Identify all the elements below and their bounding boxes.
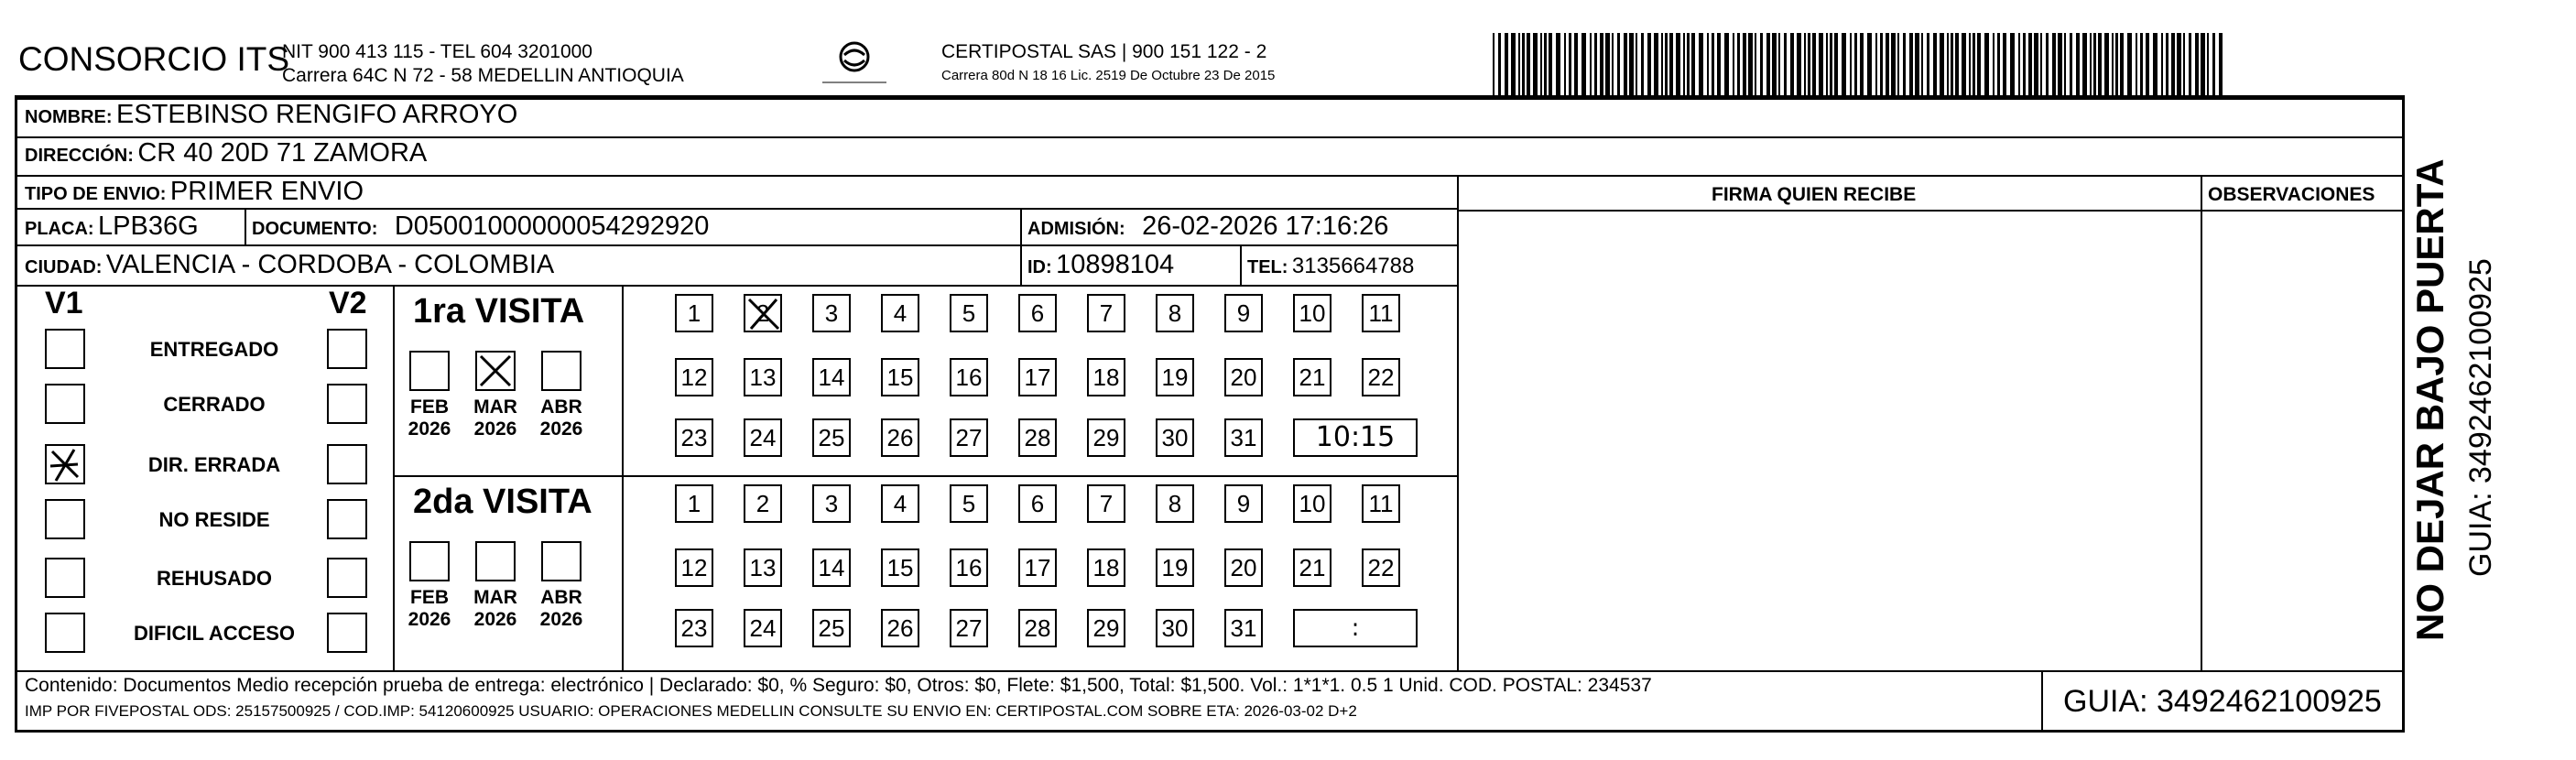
v1-checkbox[interactable]	[45, 329, 85, 369]
day-box[interactable]: 12	[675, 358, 713, 396]
col-line	[1457, 175, 1459, 670]
day-box[interactable]: 26	[881, 418, 919, 457]
footer-line2: IMP POR FIVEPOSTAL ODS: 25157500925 / COD.IMP: 54120600925 USUARIO: OPERACIONES MEDELLIN CONSULTE SU ENVIO EN: CERTIPOSTAL.COM SOBRE ETA: 2026-03-02 D+2	[25, 702, 1357, 720]
barcode-bar	[2212, 33, 2215, 95]
barcode-bar	[1518, 33, 1520, 95]
id-label: ID:	[1027, 257, 1052, 277]
footer-line1: Contenido: Documentos Medio recepción prueba de entrega: electrónico | Declarado: $0, % Seguro: $0, Otros: $0, Flete: $1,500, Total: $1,500. Vol.: 1*1*1. 0.5 1 Unid. COD. POSTAL: 234537	[25, 675, 1652, 696]
id-row	[1027, 250, 1174, 280]
v2-checkbox[interactable]	[327, 613, 367, 653]
col-line	[622, 285, 624, 670]
barcode-bar	[1808, 33, 1810, 95]
barcode-bar	[1973, 33, 1975, 95]
tel-label: TEL:	[1247, 257, 1288, 277]
barcode-bar	[1748, 33, 1753, 95]
barcode-bar	[2136, 33, 2137, 95]
barcode-bar	[1647, 33, 1651, 95]
status-option-label: CERRADO	[163, 393, 266, 416]
barcode-bar	[1737, 33, 1740, 95]
visit-divider	[393, 475, 1457, 477]
month-checkbox[interactable]	[475, 541, 516, 581]
day-box[interactable]: 25	[812, 609, 851, 647]
day-box[interactable]: 2	[744, 484, 782, 523]
barcode-bar	[2153, 33, 2158, 95]
barcode-bar	[1600, 33, 1603, 95]
barcode-bar	[1629, 33, 1634, 95]
barcode-bar	[1826, 33, 1828, 95]
direccion-value: CR 40 20D 71 ZAMORA	[137, 138, 428, 168]
barcode-bar	[1540, 33, 1542, 95]
admision-value: 26-02-2026 17:16:26	[1142, 212, 1389, 241]
barcode-bar	[2028, 33, 2032, 95]
v1-checkbox[interactable]	[45, 558, 85, 598]
day-box[interactable]: 6	[1018, 294, 1057, 332]
v1-checkbox[interactable]	[45, 499, 85, 539]
day-box[interactable]: 13	[744, 358, 782, 396]
day-box[interactable]: 13	[744, 548, 782, 587]
day-box[interactable]: 27	[950, 418, 988, 457]
status-option-label: REHUSADO	[157, 567, 272, 590]
time-box[interactable]: 10:15	[1293, 418, 1418, 457]
barcode-bar	[1940, 33, 1944, 95]
barcode-bar	[2195, 33, 2199, 95]
barcode-bar	[1549, 33, 1552, 95]
direccion-row	[25, 138, 427, 168]
barcode	[1493, 33, 2225, 95]
barcode-bar	[1624, 33, 1627, 95]
day-box[interactable]: 18	[1087, 548, 1125, 587]
barcode-bar	[1993, 33, 1994, 95]
month-checkbox[interactable]	[409, 541, 450, 581]
barcode-bar	[1743, 33, 1746, 95]
documento-row	[252, 212, 709, 242]
day-box[interactable]: 11	[1362, 294, 1400, 332]
barcode-bar	[1969, 33, 1971, 95]
barcode-bar	[1927, 33, 1929, 95]
barcode-bar	[1665, 33, 1668, 95]
firma-label: FIRMA QUIEN RECIBE	[1712, 184, 1917, 205]
day-box[interactable]: 26	[881, 609, 919, 647]
barcode-bar	[2040, 33, 2042, 95]
barcode-bar	[1760, 33, 1763, 95]
barcode-bar	[1909, 33, 1913, 95]
barcode-bar	[1886, 33, 1889, 95]
ciudad-value: VALENCIA - CORDOBA - COLOMBIA	[105, 250, 555, 279]
day-box[interactable]: 27	[950, 609, 988, 647]
nombre-label: NOMBRE:	[25, 107, 113, 127]
day-box[interactable]: 31	[1224, 418, 1263, 457]
barcode-bar	[2104, 33, 2109, 95]
direccion-label: DIRECCIÓN:	[25, 146, 134, 166]
day-box[interactable]: 8	[1156, 484, 1194, 523]
company-info	[282, 40, 684, 88]
barcode-bar	[1947, 33, 1949, 95]
day-box[interactable]: 29	[1087, 418, 1125, 457]
day-box[interactable]: 3	[812, 484, 851, 523]
col-line	[245, 208, 246, 246]
day-box[interactable]: 19	[1156, 358, 1194, 396]
company-address: Carrera 64C N 72 - 58 MEDELLIN ANTIOQUIA	[282, 65, 684, 86]
barcode-bar	[2207, 33, 2209, 95]
day-box[interactable]: 6	[1018, 484, 1057, 523]
barcode-bar	[2052, 33, 2056, 95]
nombre-value: ESTEBINSO RENGIFO ARROYO	[116, 100, 518, 129]
documento-value: D05001000000054292920	[394, 212, 710, 241]
barcode-bar	[1724, 33, 1729, 95]
month-checkbox[interactable]	[409, 351, 450, 391]
barcode-bar	[2120, 33, 2124, 95]
barcode-bar	[1778, 33, 1780, 95]
barcode-bar	[1854, 33, 1857, 95]
barcode-bar	[1669, 33, 1673, 95]
barcode-bar	[2082, 33, 2087, 95]
carrier-info	[941, 40, 1275, 88]
barcode-bar	[1903, 33, 1906, 95]
day-box[interactable]: 3	[812, 294, 851, 332]
day-box[interactable]: 24	[744, 418, 782, 457]
placa-row	[25, 212, 199, 242]
barcode-bar	[1812, 33, 1816, 95]
day-box[interactable]: 17	[1018, 358, 1057, 396]
barcode-bar	[1955, 33, 1959, 95]
status-option-label: ENTREGADO	[149, 338, 279, 361]
ciudad-label: CIUDAD:	[25, 257, 103, 277]
barcode-bar	[1766, 33, 1770, 95]
barcode-bar	[2093, 33, 2096, 95]
barcode-bar	[1590, 33, 1592, 95]
observaciones-label: OBSERVACIONES	[2208, 184, 2375, 205]
admision-label: ADMISIÓN:	[1027, 219, 1125, 239]
day-box[interactable]: 19	[1156, 548, 1194, 587]
placa-label: PLACA:	[25, 219, 94, 239]
v1-header: V1	[45, 286, 83, 320]
v2-header: V2	[329, 286, 367, 320]
barcode-bar	[2098, 33, 2102, 95]
day-box[interactable]: 16	[950, 548, 988, 587]
barcode-bar	[1581, 33, 1586, 95]
v1-checkbox[interactable]	[45, 613, 85, 653]
day-box[interactable]: 8	[1156, 294, 1194, 332]
day-box[interactable]: 31	[1224, 609, 1263, 647]
barcode-bar	[1915, 33, 1919, 95]
footer-line	[17, 670, 2402, 672]
barcode-bar	[2076, 33, 2080, 95]
placa-value: LPB36G	[98, 212, 199, 241]
col-line	[393, 285, 395, 670]
barcode-bar	[2064, 33, 2066, 95]
barcode-bar	[1819, 33, 1823, 95]
barcode-bar	[1951, 33, 1953, 95]
barcode-bar	[1556, 33, 1560, 95]
col-line	[1020, 208, 1022, 285]
barcode-bar	[1707, 33, 1709, 95]
barcode-bar	[2003, 33, 2006, 95]
day-box[interactable]: 30	[1156, 418, 1194, 457]
barcode-bar	[1733, 33, 1734, 95]
day-box[interactable]: 29	[1087, 609, 1125, 647]
day-box[interactable]: 23	[675, 609, 713, 647]
barcode-bar	[1654, 33, 1658, 95]
barcode-bar	[1511, 33, 1516, 95]
second-visit-title: 2da VISITA	[413, 483, 592, 521]
day-box[interactable]: 14	[812, 548, 851, 587]
day-box[interactable]: 2	[744, 294, 782, 332]
barcode-bar	[2189, 33, 2191, 95]
day-box[interactable]: 15	[881, 548, 919, 587]
id-value: 10898104	[1056, 250, 1175, 279]
day-box[interactable]: 22	[1362, 358, 1400, 396]
month-label: FEB 2026	[408, 587, 451, 630]
day-box[interactable]: 28	[1018, 418, 1057, 457]
barcode-bar	[1984, 33, 1989, 95]
barcode-bar	[1962, 33, 1966, 95]
barcode-bar	[1676, 33, 1680, 95]
barcode-bar	[2183, 33, 2185, 95]
barcode-bar	[2140, 33, 2143, 95]
barcode-bar	[1933, 33, 1937, 95]
footer-guia: GUIA: 3492462100925	[2063, 684, 2382, 719]
day-box[interactable]: 14	[812, 358, 851, 396]
row-line	[17, 285, 1457, 287]
day-box[interactable]: 5	[950, 294, 988, 332]
barcode-bar	[2058, 33, 2062, 95]
month-checkbox[interactable]	[541, 351, 582, 391]
barcode-bar	[1574, 33, 1578, 95]
barcode-bar	[2127, 33, 2132, 95]
certipostal-logo	[813, 37, 896, 101]
barcode-bar	[1661, 33, 1663, 95]
firma-header-line	[1457, 210, 2402, 212]
col-line	[1240, 244, 1242, 285]
barcode-bar	[1544, 33, 1547, 95]
month-label: MAR 2026	[473, 396, 517, 440]
form-frame	[15, 95, 2405, 733]
barcode-bar	[1498, 33, 1501, 95]
barcode-bar	[2034, 33, 2038, 95]
v2-checkbox[interactable]	[327, 444, 367, 484]
day-box[interactable]: 20	[1224, 548, 1263, 587]
barcode-bar	[1830, 33, 1832, 95]
v2-checkbox[interactable]	[327, 558, 367, 598]
barcode-bar	[1997, 33, 2000, 95]
day-box[interactable]: 7	[1087, 294, 1125, 332]
day-box[interactable]: 24	[744, 609, 782, 647]
carrier-line: CERTIPOSTAL SAS | 900 151 122 - 2	[941, 41, 1267, 62]
barcode-bar	[1897, 33, 1899, 95]
barcode-bar	[1790, 33, 1794, 95]
day-box[interactable]: 18	[1087, 358, 1125, 396]
barcode-bar	[2010, 33, 2015, 95]
month-label: MAR 2026	[473, 587, 517, 630]
barcode-bar	[2219, 33, 2223, 95]
day-box[interactable]: 30	[1156, 609, 1194, 647]
barcode-bar	[1842, 33, 1846, 95]
barcode-bar	[2171, 33, 2175, 95]
barcode-bar	[1875, 33, 1877, 95]
day-box[interactable]: 16	[950, 358, 988, 396]
day-box[interactable]: 1	[675, 484, 713, 523]
barcode-bar	[1699, 33, 1703, 95]
v1-checkbox[interactable]	[45, 384, 85, 424]
day-box[interactable]: 21	[1293, 548, 1331, 587]
day-box[interactable]: 7	[1087, 484, 1125, 523]
barcode-bar	[2090, 33, 2092, 95]
first-visit-title: 1ra VISITA	[413, 292, 585, 331]
day-box[interactable]: 28	[1018, 609, 1057, 647]
barcode-bar	[1860, 33, 1864, 95]
day-box[interactable]: 25	[812, 418, 851, 457]
barcode-bar	[2023, 33, 2026, 95]
barcode-bar	[1772, 33, 1777, 95]
barcode-bar	[1977, 33, 1981, 95]
tipo-label: TIPO DE ENVIO:	[25, 184, 167, 204]
status-option-label: NO RESIDE	[158, 508, 270, 531]
time-box[interactable]: :	[1293, 609, 1418, 647]
barcode-bar	[2166, 33, 2168, 95]
barcode-bar	[1527, 33, 1530, 95]
nit-line: NIT 900 413 115 - TEL 604 3201000	[282, 41, 592, 62]
barcode-bar	[1717, 33, 1721, 95]
barcode-bar	[1533, 33, 1538, 95]
side-notice: NO DEJAR BAJO PUERTA	[2408, 158, 2451, 641]
barcode-bar	[1605, 33, 1610, 95]
nombre-row	[25, 100, 517, 130]
barcode-bar	[1505, 33, 1508, 95]
barcode-bar	[1834, 33, 1838, 95]
status-option-label: DIR. ERRADA	[147, 453, 281, 476]
day-box[interactable]: 21	[1293, 358, 1331, 396]
v2-checkbox[interactable]	[327, 329, 367, 369]
tel-value: 3135664788	[1291, 254, 1415, 278]
month-label: ABR 2026	[539, 587, 583, 630]
barcode-bar	[1691, 33, 1695, 95]
barcode-bar	[1891, 33, 1896, 95]
barcode-bar	[1784, 33, 1787, 95]
barcode-bar	[2201, 33, 2205, 95]
day-box[interactable]: 17	[1018, 548, 1057, 587]
barcode-bar	[1636, 33, 1637, 95]
barcode-bar	[1880, 33, 1883, 95]
barcode-bar	[1522, 33, 1525, 95]
month-checkbox[interactable]	[475, 351, 516, 391]
barcode-bar	[1569, 33, 1571, 95]
barcode-bar	[1755, 33, 1756, 95]
status-option-label: DIFICIL ACCESO	[133, 622, 295, 645]
day-box[interactable]: 12	[675, 548, 713, 587]
barcode-bar	[2177, 33, 2181, 95]
day-box[interactable]: 11	[1362, 484, 1400, 523]
day-box[interactable]: 15	[881, 358, 919, 396]
barcode-bar	[2115, 33, 2118, 95]
day-box[interactable]: 23	[675, 418, 713, 457]
row-line	[17, 175, 2402, 177]
barcode-bar	[2018, 33, 2020, 95]
tel-row	[1247, 254, 1414, 279]
barcode-bar	[1564, 33, 1566, 95]
ciudad-row	[25, 250, 554, 280]
day-box[interactable]: 4	[881, 484, 919, 523]
month-label: ABR 2026	[539, 396, 583, 440]
barcode-bar	[1612, 33, 1614, 95]
day-box[interactable]: 5	[950, 484, 988, 523]
day-box[interactable]: 22	[1362, 548, 1400, 587]
barcode-bar	[1493, 33, 1495, 95]
barcode-bar	[1797, 33, 1801, 95]
barcode-bar	[1617, 33, 1620, 95]
barcode-bar	[1687, 33, 1690, 95]
barcode-bar	[1921, 33, 1923, 95]
barcode-bar	[2070, 33, 2072, 95]
tipo-row	[25, 177, 364, 207]
barcode-bar	[2112, 33, 2114, 95]
day-box[interactable]: 4	[881, 294, 919, 332]
documento-label: DOCUMENTO:	[252, 219, 378, 239]
tipo-value: PRIMER ENVIO	[169, 177, 364, 206]
admision-row	[1027, 212, 1388, 242]
month-checkbox[interactable]	[541, 541, 582, 581]
barcode-bar	[1850, 33, 1852, 95]
barcode-bar	[1594, 33, 1597, 95]
barcode-bar	[1683, 33, 1685, 95]
barcode-bar	[1712, 33, 1714, 95]
v2-checkbox[interactable]	[327, 499, 367, 539]
day-box[interactable]: 9	[1224, 484, 1263, 523]
col-line	[2201, 175, 2202, 670]
barcode-bar	[1641, 33, 1644, 95]
barcode-bar	[2161, 33, 2163, 95]
day-box[interactable]: 10	[1293, 294, 1331, 332]
barcode-bar	[1804, 33, 1806, 95]
barcode-bar	[1867, 33, 1872, 95]
row-line	[17, 208, 1457, 210]
month-label: FEB 2026	[408, 396, 451, 440]
day-box[interactable]: 9	[1224, 294, 1263, 332]
day-box[interactable]: 10	[1293, 484, 1331, 523]
v2-checkbox[interactable]	[327, 384, 367, 424]
col-line	[2041, 670, 2043, 733]
day-box[interactable]: 20	[1224, 358, 1263, 396]
side-guia: GUIA: 3492462100925	[2463, 258, 2498, 577]
company-name: CONSORCIO ITS	[18, 40, 290, 78]
carrier-address: Carrera 80d N 18 16 Lic. 2519 De Octubre 23 De 2015	[941, 68, 1276, 83]
barcode-bar	[2146, 33, 2149, 95]
v1-checkbox[interactable]	[45, 444, 85, 484]
day-box[interactable]: 1	[675, 294, 713, 332]
barcode-bar	[2046, 33, 2049, 95]
